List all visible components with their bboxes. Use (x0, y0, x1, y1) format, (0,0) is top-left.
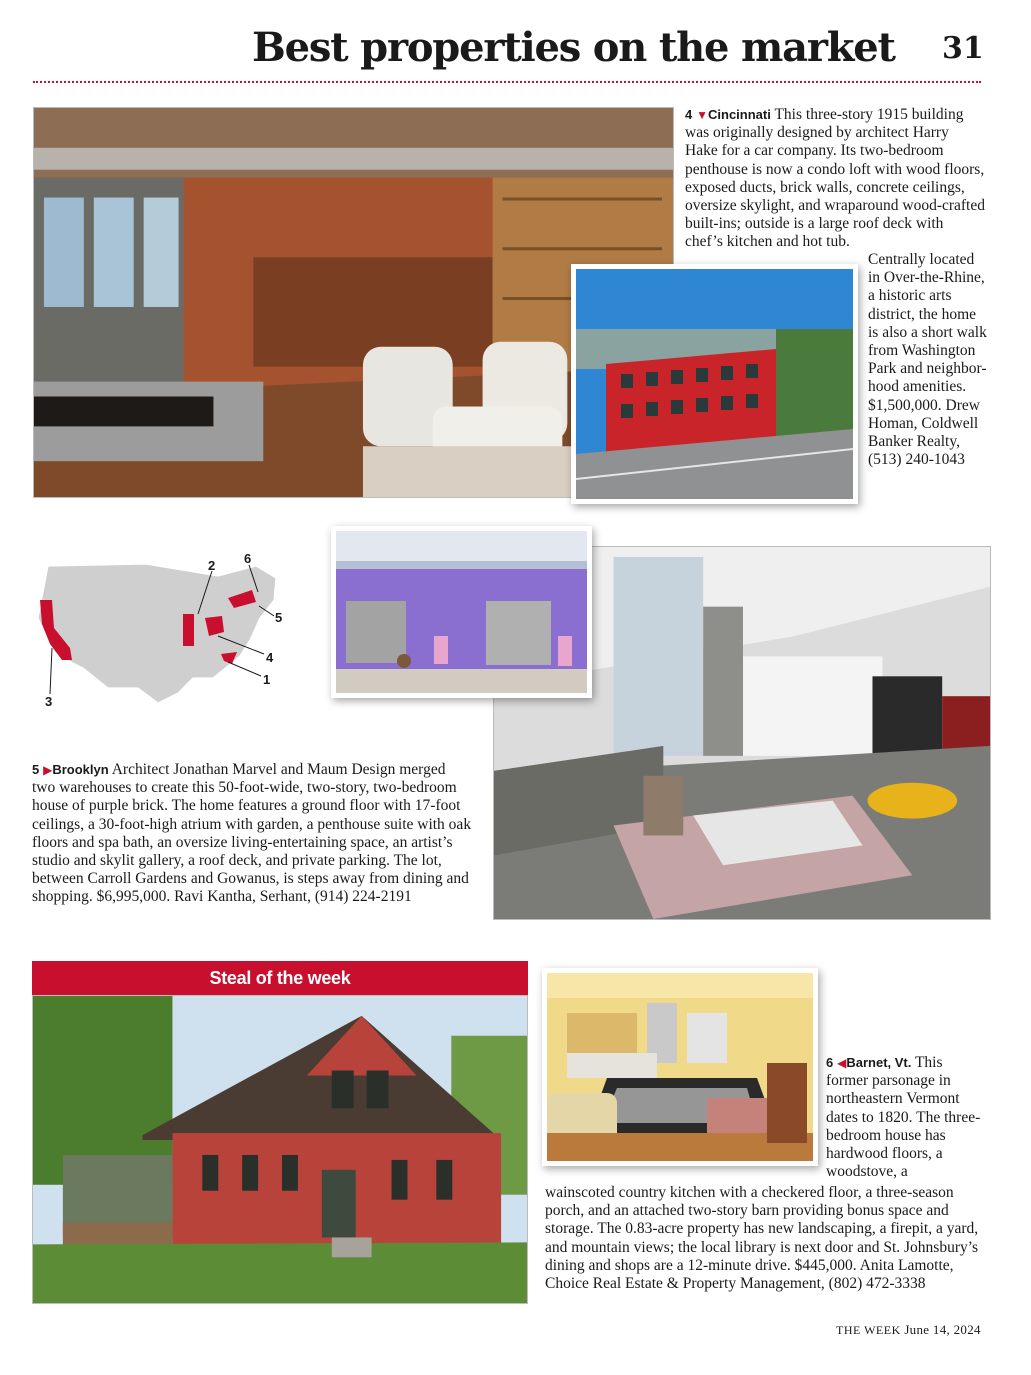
map-label-2: 2 (208, 558, 216, 573)
barnet-description-wide: wainscoted country kitchen with a checkered floor, a three-season porch, and an attached two-story barn providing bonus space and storage. The 0.83-acre property has new landscaping, a firepit, a yard, and mountain views; the local library is next door and St. Johnsbury’s dining and shops are a 12-minute drive. $445,000. Anita Lamotte, Choice Real Estate & Property Management, (802) 472-3338 (545, 1184, 979, 1293)
map-label-4: 4 (266, 650, 274, 665)
us-locator-map (28, 548, 298, 713)
map-label-1: 1 (263, 672, 271, 687)
cincinnati-description-wide (685, 106, 985, 252)
cincinnati-description-narrow: Centrally located in Over-the-Rhine, a historic arts district, the home is also a short walk from Washington Park and neighbor-hood amenities. $1,500,000. Drew Homan, Coldwell Banker Realty, (513) 240-1043 (868, 251, 987, 469)
map-label-5: 5 (275, 610, 283, 625)
page-title: Best properties on the market (252, 24, 895, 71)
listing-city: Brooklyn (52, 762, 109, 777)
brooklyn-description (32, 761, 472, 907)
cincinnati-exterior-photo (571, 264, 858, 504)
listing-number: 6 (826, 1055, 834, 1070)
listing-body: Architect Jonathan Marvel and Maum Design merged two warehouses to create this 50-foot-wide, two-story, two-bedroom house of purple brick. The home features a ground floor with 17-foot ceilings, a 30-foot-high atrium with garden, a penthouse suite with oak floors and spa bath, an oversize living-entertaining space, an artist’s studio and skylit gallery, a roof deck, and private parking. The lot, between Carroll Gardens and Gowanus, is steps away from dining and shopping. $6,995,000. Ravi Kantha, Serhant, (914) 224-2191 (32, 761, 472, 906)
right-arrow-icon: ▶ (43, 763, 53, 777)
listing-body: This former parsonage in northeastern Vermont dates to 1820. The three-bedroom house has hardwood floors, a woodstove, a (826, 1054, 981, 1181)
issue-date: June 14, 2024 (904, 1322, 981, 1337)
header-rule (33, 81, 981, 83)
brooklyn-exterior-photo (331, 526, 592, 698)
listing-body: This three-story 1915 building was originally designed by architect Harry Hake for a car company. Its two-bedroom penthouse is now a condo loft with wood floors, exposed ducts, brick walls, concrete ceilings, oversize skylight, and wraparound wood-crafted built-ins; outside is a large roof deck with chef’s kitchen and hot tub. (685, 106, 985, 251)
map-label-6: 6 (244, 551, 252, 566)
listing-number: 5 (32, 762, 40, 777)
steal-of-the-week-banner: Steal of the week (32, 961, 528, 995)
page-number: 31 (942, 31, 984, 66)
map-label-3: 3 (45, 694, 53, 709)
listing-number: 4 (685, 107, 693, 122)
barnet-description-narrow (826, 1054, 986, 1181)
barnet-kitchen-photo (542, 968, 818, 1166)
down-arrow-icon: ▼ (696, 108, 708, 122)
listing-city: Cincinnati (708, 107, 771, 122)
listing-city: Barnet, Vt. (846, 1055, 912, 1070)
publication-name: THE WEEK (836, 1323, 901, 1337)
left-arrow-icon: ◀ (837, 1056, 847, 1070)
page-footer (836, 1322, 981, 1338)
barnet-house-photo (32, 995, 528, 1304)
